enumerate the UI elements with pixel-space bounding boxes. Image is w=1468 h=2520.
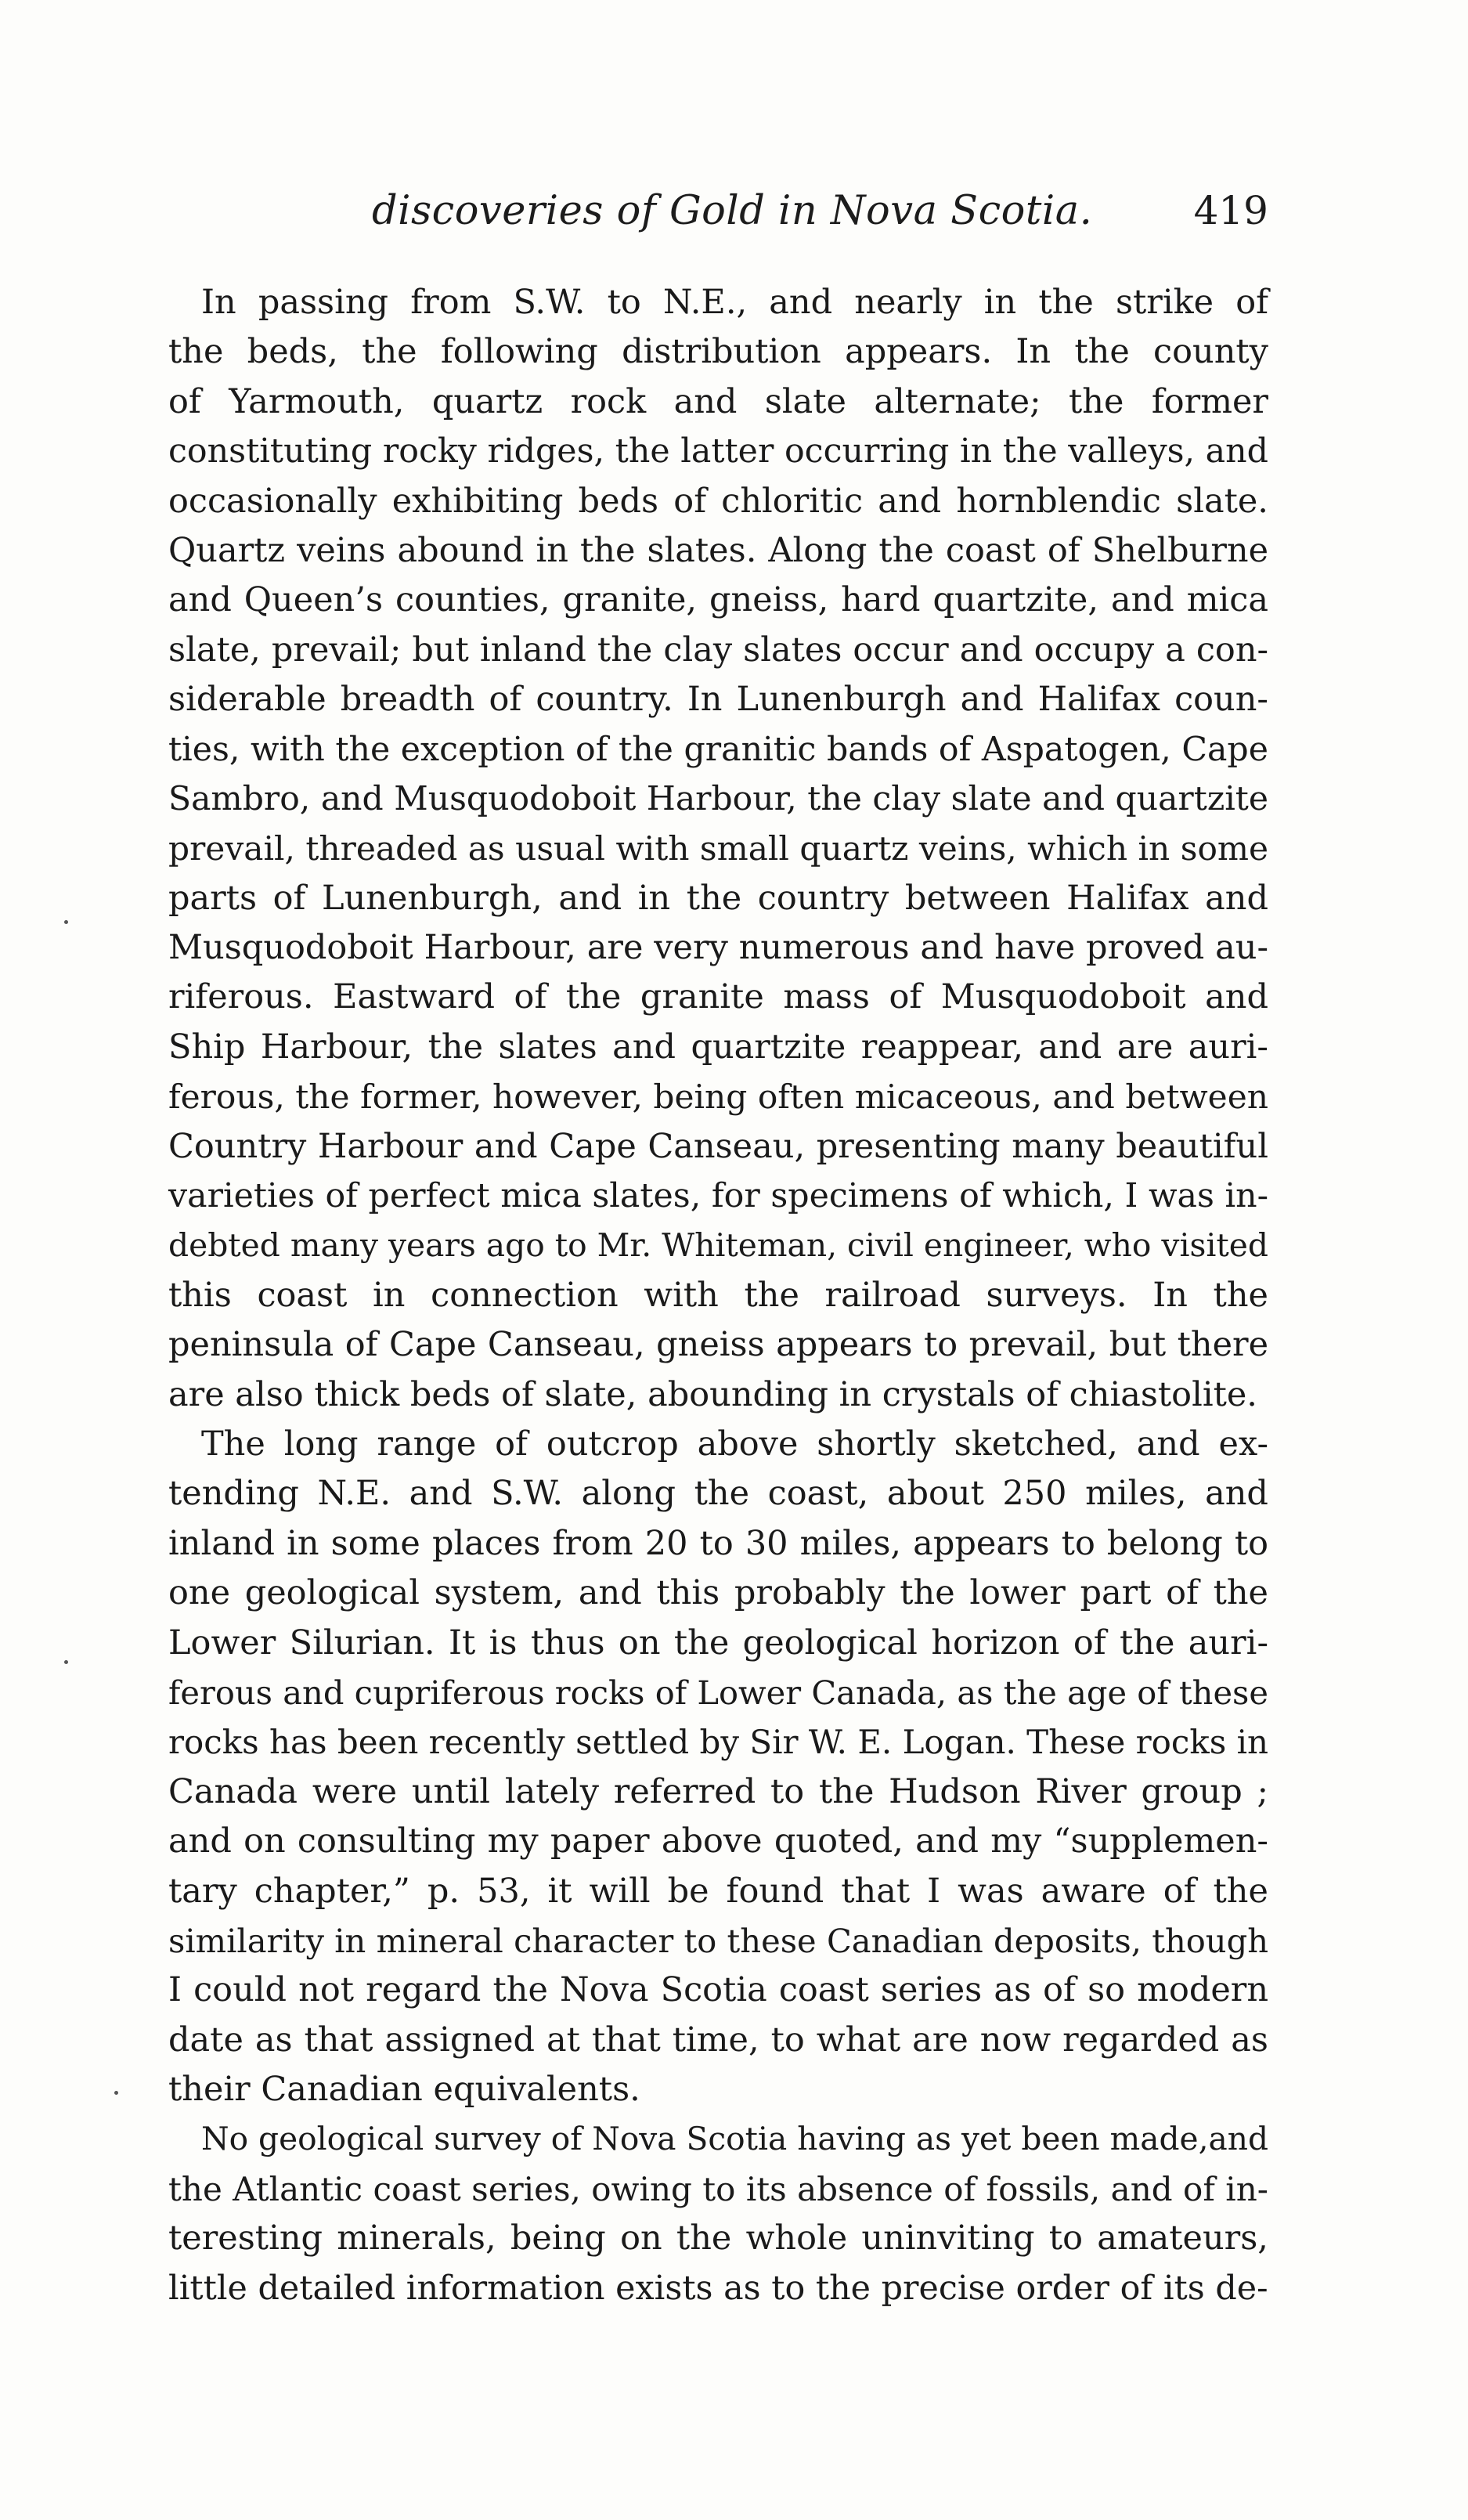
page-number: 419 [1193, 188, 1268, 233]
text-line: I could not regard the Nova Scotia coast series as of so modern [168, 1970, 1269, 2010]
text-line: Country Harbour and Cape Canseau, presenting many beautiful [168, 1126, 1268, 1166]
text-line: Sambro, and Musquodoboit Harbour, the clay slate and quartzite [168, 779, 1269, 818]
text-line: Musquodoboit Harbour, are very numerous and have proved au- [168, 928, 1268, 968]
running-head: discoveries of Gold in Nova Scotia. [372, 188, 1093, 234]
text-line: one geological system, and this probably the lower part of the [168, 1573, 1269, 1613]
text-line: teresting minerals, being on the whole uninviting to amateurs, [168, 2219, 1268, 2258]
text-line: varieties of perfect mica slates, for specimens of which, I was in- [168, 1176, 1269, 1216]
text-line: riferous. Eastward of the granite mass of Musquodoboit and [168, 977, 1268, 1017]
text-line: this coast in connection with the railroad surveys. In the [168, 1275, 1268, 1315]
text-line: inland in some places from 20 to 30 miles, appears to belong to [168, 1523, 1269, 1563]
text-line: the Atlantic coast series, owing to its absence of fossils, and of in- [168, 2169, 1268, 2208]
text-line: The long range of outcrop above shortly sketched, and ex- [201, 1424, 1268, 1464]
text-line: prevail, threaded as usual with small quartz veins, which in some [168, 829, 1269, 868]
text-line: the beds, the following distribution appears. In the county [168, 332, 1268, 372]
text-line: of Yarmouth, quartz rock and slate alternate; the former [168, 381, 1268, 421]
body-text [168, 278, 1268, 2313]
text-line: and on consulting my paper above quoted, and my “supplemen- [168, 1821, 1268, 1861]
text-line: Ship Harbour, the slates and quartzite reappear, and are auri- [168, 1027, 1268, 1067]
paragraph [168, 1420, 1268, 2114]
page-header [168, 179, 1268, 257]
paragraph [168, 2114, 1268, 2313]
text-line: parts of Lunenburgh, and in the country between Halifax and [168, 878, 1268, 918]
text-line: peninsula of Cape Canseau, gneiss appears to prevail, but there [168, 1325, 1269, 1365]
text-line: constituting rocky ridges, the latter occurring in the valleys, and [168, 431, 1269, 471]
text-line: siderable breadth of country. In Lunenburgh and Halifax coun- [168, 680, 1268, 720]
text-line: Lower Silurian. It is thus on the geological horizon of the auri- [168, 1623, 1268, 1663]
text-line: debted many years ago to Mr. Whiteman, civil engineer, who visited [168, 1226, 1269, 1265]
text-line: are also thick beds of slate, abounding in crystals of chiastolite. [168, 1374, 1257, 1414]
text-line: No geological survey of Nova Scotia having as yet been made,and [201, 2120, 1268, 2158]
text-line: tary chapter,” p. 53, it will be found that I was aware of the [168, 1871, 1268, 1911]
text-line: In passing from S.W. to N.E., and nearly in the strike of [201, 283, 1269, 322]
text-line: Canada were until lately referred to the Hudson River group ; [168, 1771, 1269, 1811]
text-line: similarity in mineral character to these Canadian deposits, though [168, 1921, 1269, 1960]
paragraph [168, 278, 1268, 1420]
margin-mark [64, 1660, 68, 1664]
text-line: rocks has been recently settled by Sir W. E. Logan. These rocks in [168, 1723, 1269, 1762]
text-line: ferous, the former, however, being often micaceous, and between [168, 1078, 1268, 1117]
text-line: and Queen’s counties, granite, gneiss, hard quartzite, and mica [168, 580, 1268, 620]
text-line: date as that assigned at that time, to what are now regarded as [168, 2020, 1268, 2060]
text-line: tending N.E. and S.W. along the coast, about 250 miles, and [168, 1474, 1268, 1514]
margin-mark [114, 2091, 118, 2095]
text-line: occasionally exhibiting beds of chloritic and hornblendic slate. [168, 481, 1268, 521]
text-line: ferous and cupriferous rocks of Lower Canada, as the age of these [168, 1673, 1269, 1712]
margin-mark [64, 920, 68, 924]
text-line: slate, prevail; but inland the clay slates occur and occupy a con- [168, 630, 1269, 670]
text-line: little detailed information exists as to the precise order of its de- [168, 2268, 1268, 2308]
text-line: their Canadian equivalents. [168, 2070, 640, 2110]
text-line: Quartz veins abound in the slates. Along the coast of Shelburne [168, 530, 1269, 570]
text-line: ties, with the exception of the granitic bands of Aspatogen, Cape [168, 729, 1268, 769]
